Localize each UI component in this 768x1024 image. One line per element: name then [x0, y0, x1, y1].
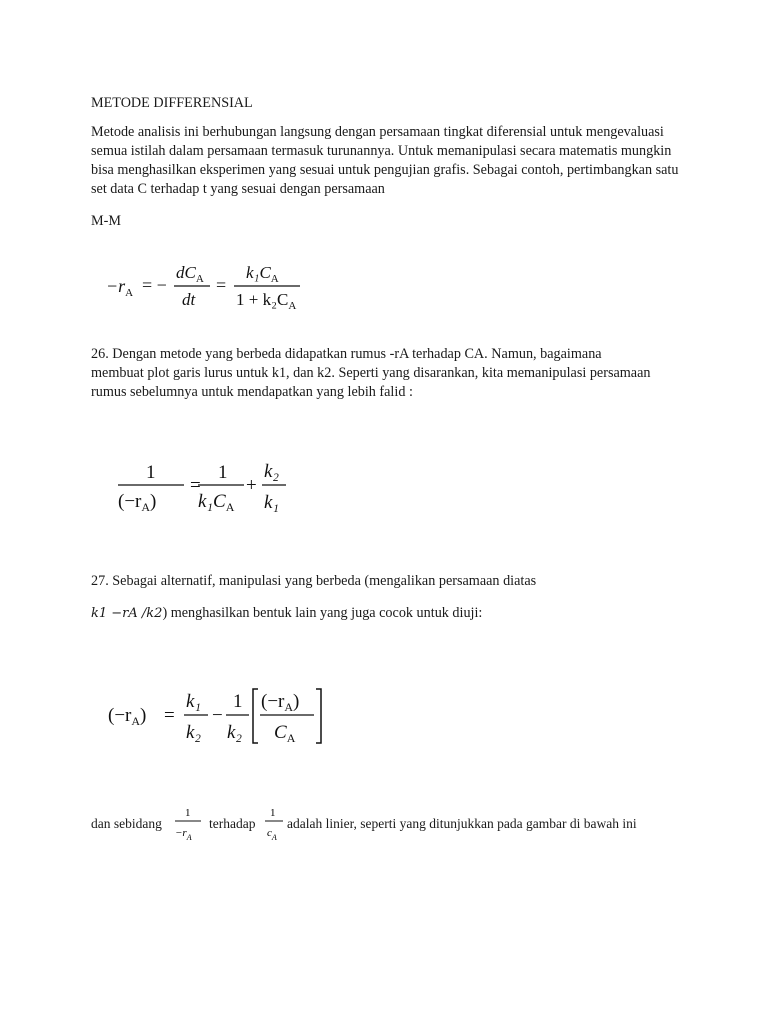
eq3-lhs: $(-r_A)$ [108, 705, 147, 728]
final-part2: terhadap [209, 816, 256, 831]
final-frac1-den: $-r_A$ [175, 827, 192, 842]
eq3-f1-num: k₁ [186, 691, 202, 712]
eq2-frac3-num: k₂ [264, 461, 280, 482]
eq1-lhs: $-r_A$ [106, 276, 134, 299]
eq1-rhs-den: $1 + k_2C_A$ [236, 290, 297, 312]
document-heading: METODE DIFFERENSIAL [91, 95, 253, 111]
final-frac2 [263, 802, 287, 846]
eq2-frac2-num: 1 [218, 462, 228, 483]
final-frac1-num: 1 [185, 807, 191, 819]
eq1-rhs-num: $k_1C_A$ [246, 263, 279, 285]
eq1-equals-2: = [216, 275, 227, 295]
eq3-f1-den: k₂ [186, 722, 202, 743]
intro-paragraph: Metode analisis ini berhubungan langsung dengan persamaan tingkat diferensial untuk mengevaluasi semua istilah dalam persamaan termasuk turunannya. Untuk memanipulasi secara matematis mungkin bisa menghasilkan eksperimen yang sesuai untuk pengujian grafis. Sebagai contoh, pertimbangkan satu set data C terhadap t yang sesuai dengan persamaan [91, 124, 679, 197]
eq2-frac1-num: 1 [146, 462, 156, 483]
eq2-plus: + [246, 475, 257, 496]
eq2-frac3-den: k₁ [264, 492, 280, 513]
equation-rate-law [100, 258, 310, 314]
eq3-minus: − [212, 705, 223, 726]
final-part1: dan sebidang [91, 816, 162, 831]
paragraph-26: 26. Dengan metode yang berbeda didapatkan rumus -rA terhadap CA. Namun, bagaimana membuat plot garis lurus untuk k1, dan k2. Seperti yang disarankan, kita memanipulasi persamaan rumus sebelumnya untuk mendapatkan yang lebih falid : [91, 346, 651, 400]
eq3-right-bracket [316, 689, 321, 743]
eq3-f3-num: $(-r_A)$ [261, 691, 300, 714]
paragraph-27: 27. Sebagai alternatif, manipulasi yang berbeda (mengalikan persamaan diatas [91, 573, 537, 589]
eq2-frac2-den: $k_1C_A$ [198, 491, 235, 514]
eq2-equals: = [190, 475, 201, 496]
eq3-equals: = [164, 705, 175, 726]
final-frac1 [173, 802, 205, 846]
eq3-f3-den: $C_A$ [274, 722, 296, 745]
final-part3: adalah linier, seperti yang ditunjukkan pada gambar di bawah ini [287, 816, 637, 831]
eq3-f2-num: 1 [233, 691, 243, 712]
eq1-mid-den: dt [182, 290, 196, 309]
final-frac2-num: 1 [270, 807, 276, 819]
eq2-frac1-den: $(-r_A)$ [118, 491, 157, 514]
final-line [91, 800, 711, 850]
eq3-f2-den: k₂ [227, 722, 243, 743]
equation-alternative [106, 685, 336, 749]
eq1-equals-1: = − [142, 275, 167, 295]
final-frac2-den: $c_A$ [267, 827, 277, 842]
eq3-left-bracket [253, 689, 258, 743]
paragraph-27-continued: k1 −rA /k2) menghasilkan bentuk lain yang juga cocok untuk diuji: [91, 605, 483, 621]
equation-linearized [112, 455, 302, 519]
eq1-mid-num: $dC_A$ [176, 263, 204, 285]
mm-label: M-M [91, 213, 121, 229]
